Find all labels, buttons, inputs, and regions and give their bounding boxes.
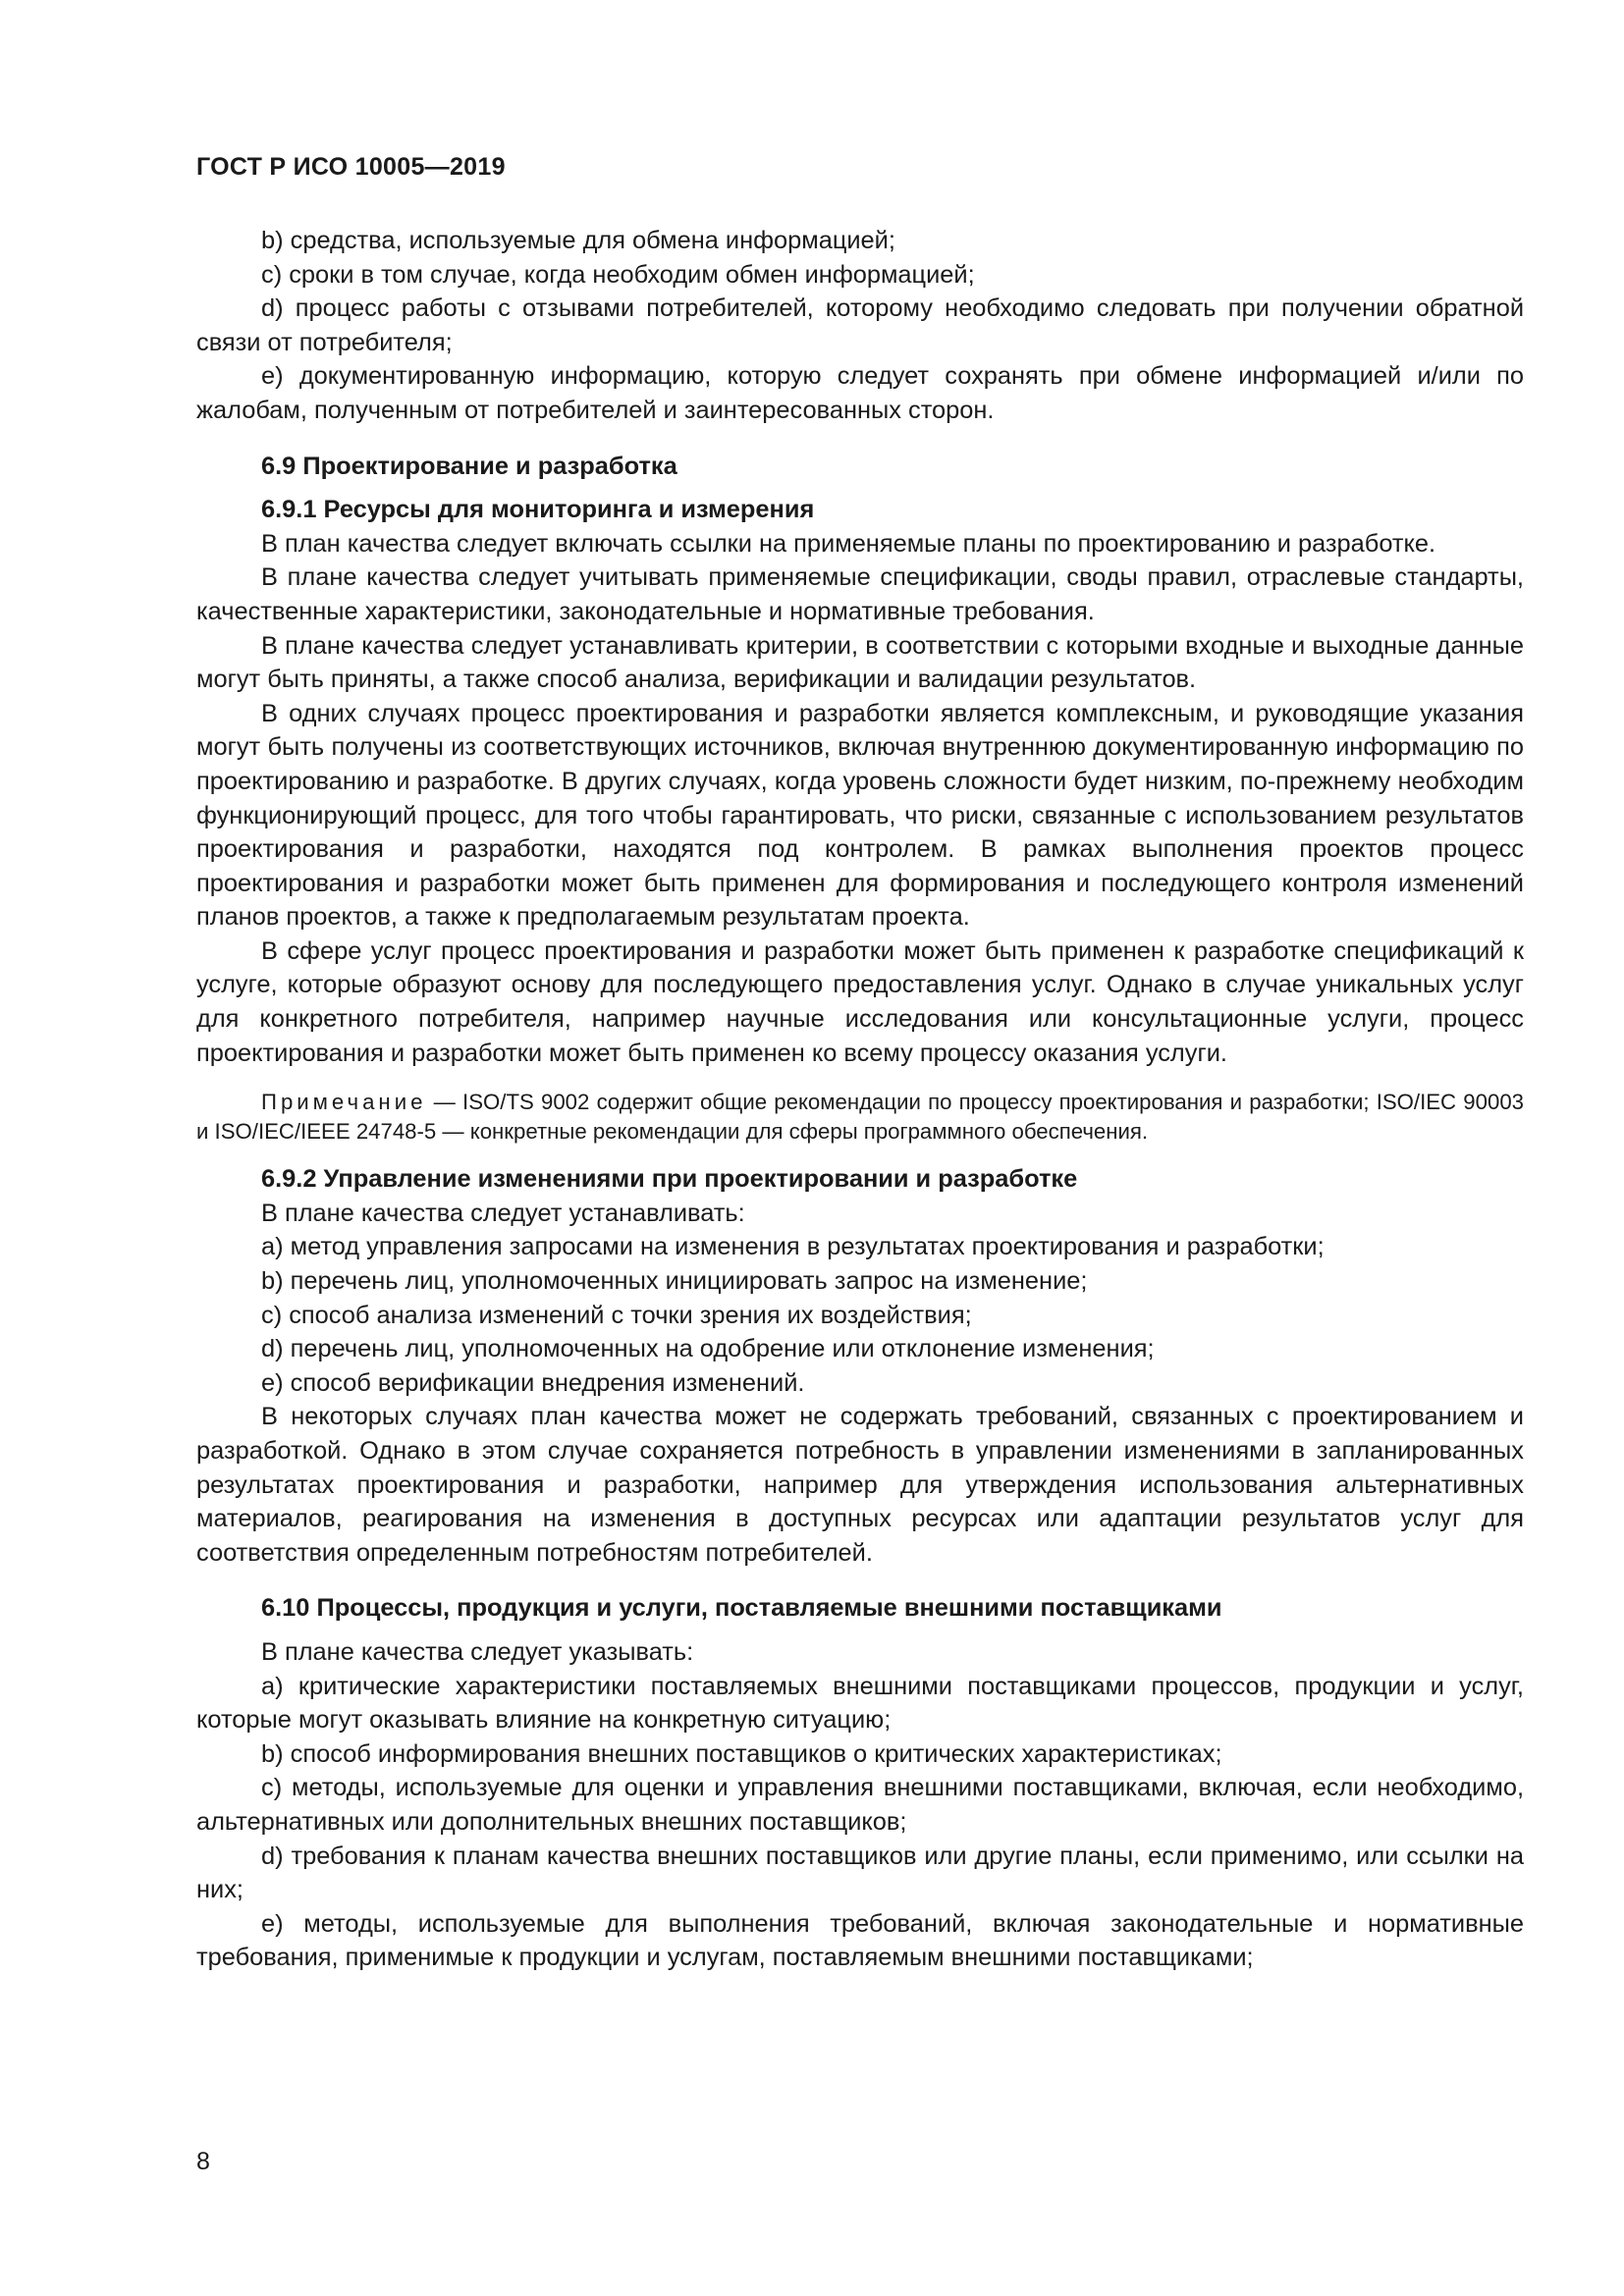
note (196, 1088, 1524, 1147)
list-item-c: c) способ анализа изменений с точки зрения их воздействия; (261, 1301, 972, 1329)
note-text: — ISO/TS 9002 содержит общие рекомендации по процессу проектирования и разработки; ISO/IEC 90003 и ISO/IEC/IEEE 24748-5 — конкретные рекомендации для сферы программного обеспечения. (196, 1090, 1524, 1145)
paragraph: В плане качества следует учитывать применяемые спецификации, своды правил, отраслевые стандарты, качественные характеристики, законодательные и нормативные требования. (196, 563, 1524, 625)
paragraph: В одних случаях процесс проектирования и разработки является комплексным, и руководящие указания могут быть получены из соответствующих источников, включая внутреннюю документированную информацию по проектированию и разработке. В других случаях, когда уровень сложности будет низким, по-прежнему необходим функционирующий процесс, для того чтобы гарантировать, что риски, связанные с использованием результатов проектирования и разработки, находятся под контролем. В рамках выполнения проектов процесс проектирования и разработки может быть применен для формирования и последующего контроля изменений планов проектов, а также к предполагаемым результатам проекта. (196, 699, 1524, 932)
list-item-e: e) способ верификации внедрения изменений. (261, 1368, 805, 1397)
paragraph: В некоторых случаях план качества может не содержать требований, связанных с проектированием и разработкой. Однако в этом случае сохраняется потребность в управлении изменениями в запланированных результатах проектирования и разработки, например для утверждения использования альтернативных материалов, реагирования на изменения в доступных ресурсах или адаптации результатов услуг для соответствия определенным потребностям потребителей. (196, 1403, 1524, 1567)
list-item-d: d) требования к планам качества внешних поставщиков или другие планы, если применимо, или ссылки на них; (196, 1842, 1524, 1904)
list-item-a: a) метод управления запросами на изменения в результатах проектирования и разработки; (261, 1233, 1325, 1261)
list-item-b: b) средства, используемые для обмена информацией; (261, 227, 895, 254)
page-body (196, 224, 1524, 1975)
section-6-9-2-heading: 6.9.2 Управление изменениями при проектировании и разработке (261, 1165, 1078, 1194)
list-item-e: e) методы, используемые для выполнения требований, включая законодательные и нормативные требования, применимые к продукции и услугам, поставляемым внешними поставщиками; (196, 1909, 1524, 1972)
list-item-e: e) документированную информацию, которую следует сохранять при обмене информацией и/или по жалобам, полученным от потребителей и заинтересованных сторон. (196, 362, 1524, 424)
list-item-d: d) перечень лиц, уполномоченных на одобрение или отклонение изменения; (261, 1335, 1155, 1363)
note-label: Примечание (261, 1090, 427, 1115)
section-6-9-heading: 6.9 Проектирование и разработка (261, 452, 677, 480)
paragraph: В сфере услуг процесс проектирования и разработки может быть применен к разработке спецификаций к услуге, которые образуют основу для последующего предоставления услуг. Однако в случае уникальных услуг для конкретного потребителя, например научные исследования или консультационные услуги, процесс проектирования и разработки может быть применен ко всему процессу оказания услуги. (196, 936, 1524, 1067)
paragraph: В плане качества следует указывать: (261, 1637, 694, 1666)
paragraph: В план качества следует включать ссылки на применяемые планы по проектированию и разработке. (261, 529, 1436, 558)
list-item-c: c) сроки в том случае, когда необходим обмен информацией; (261, 260, 975, 289)
section-6-10-heading: 6.10 Процессы, продукция и услуги, поставляемые внешними поставщиками (261, 1594, 1222, 1623)
list-item-b: b) способ информирования внешних поставщиков о критических характеристиках; (261, 1739, 1222, 1768)
list-item-c: c) методы, используемые для оценки и управления внешними поставщиками, включая, если необходимо, альтернативных или дополнительных внешних поставщиков; (196, 1774, 1524, 1836)
document-id-header: ГОСТ Р ИСО 10005—2019 (196, 153, 506, 181)
list-item-b: b) перечень лиц, уполномоченных инициировать запрос на изменение; (261, 1267, 1088, 1296)
paragraph: В плане качества следует устанавливать критерии, в соответствии с которыми входные и выходные данные могут быть приняты, а также способ анализа, верификации и валидации результатов. (196, 631, 1524, 694)
list-item-a: a) критические характеристики поставляемых внешними поставщиками процессов, продукции и услуг, которые могут оказывать влияние на конкретную ситуацию; (196, 1672, 1524, 1735)
page-number: 8 (196, 2148, 210, 2175)
list-item-d: d) процесс работы с отзывами потребителей, которому необходимо следовать при получении обратной связи от потребителя; (196, 294, 1524, 356)
paragraph: В плане качества следует устанавливать: (261, 1199, 745, 1227)
section-6-9-1-heading: 6.9.1 Ресурсы для мониторинга и измерения (261, 496, 815, 524)
